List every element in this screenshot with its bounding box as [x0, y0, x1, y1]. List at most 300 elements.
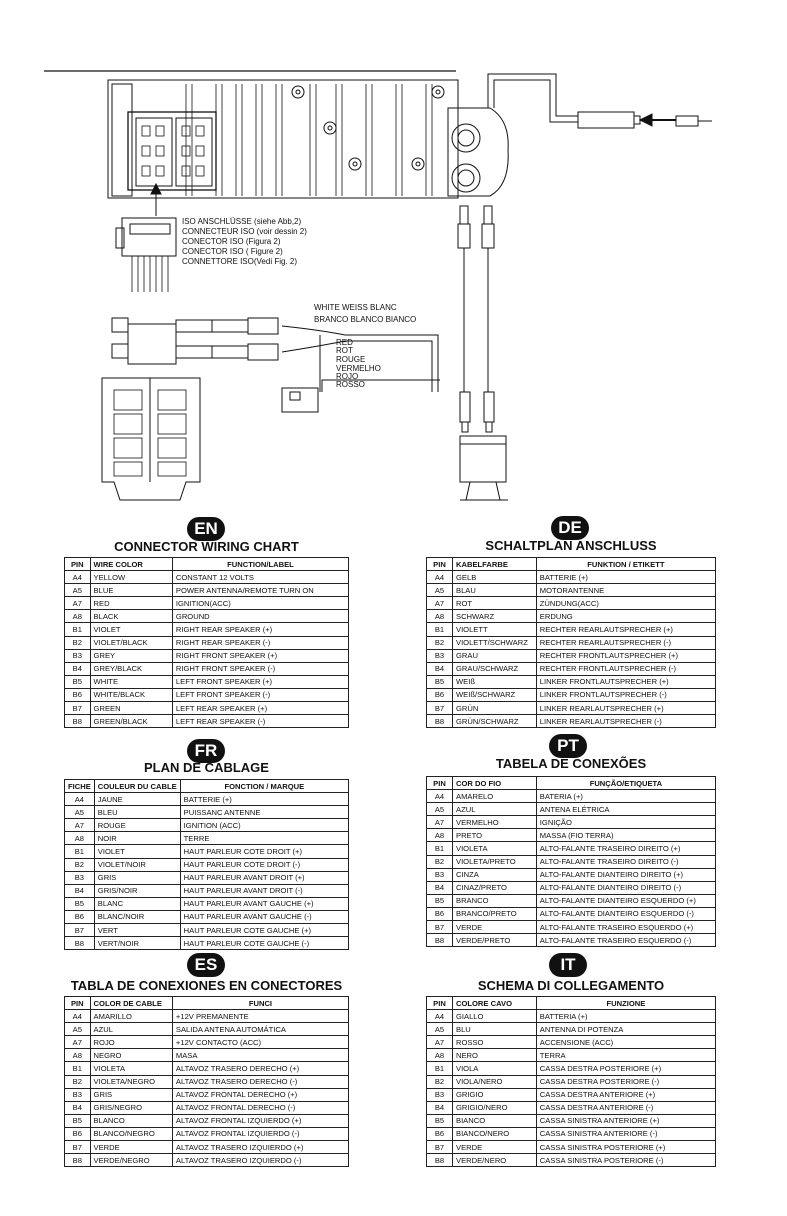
column-header: FUNKTION / ETIKETT [536, 558, 715, 571]
pin-cell: B1 [65, 845, 95, 858]
wire-color-cell: AZUL [453, 803, 537, 816]
red-label-pt: VERMELHO [336, 364, 381, 373]
table-pt [426, 776, 716, 947]
function-cell: MOTORANTENNE [536, 584, 715, 597]
wire-color-cell: VIOLA/NERO [453, 1075, 537, 1088]
function-cell: HAUT PARLEUR COTE DROIT (+) [180, 845, 348, 858]
pin-cell: B3 [65, 871, 95, 884]
iso-label-es: CONECTOR ISO (Figura 2) [182, 237, 281, 246]
title-fr: PLAN DE CABLAGE [144, 760, 269, 775]
wire-color-cell: VIOLA [453, 1062, 537, 1075]
pin-cell: B2 [427, 636, 453, 649]
wiring-diagram-drawing [0, 0, 787, 510]
function-cell: CASSA DESTRA ANTERIORE (+) [536, 1088, 715, 1101]
pin-cell: B4 [65, 662, 91, 675]
wire-color-cell: NEGRO [90, 1049, 172, 1062]
wire-color-cell: VIOLETA/PRETO [453, 855, 537, 868]
table-row [65, 597, 349, 610]
wire-color-cell: GREEN [90, 702, 172, 715]
function-cell: ALTO-FALANTE TRASEIRO ESQUERDO (+) [536, 921, 715, 934]
table-row [65, 1141, 349, 1154]
wire-color-cell: VIOLETT/SCHWARZ [453, 636, 537, 649]
pin-cell: B3 [65, 1088, 91, 1101]
pin-cell: B6 [65, 688, 91, 701]
white-label-2: BRANCO BLANCO BIANCO [314, 315, 417, 324]
table-row [65, 610, 349, 623]
function-cell: CASSA SINISTRA ANTERIORE (+) [536, 1114, 715, 1127]
column-header: PIN [427, 997, 453, 1010]
column-header: FUNÇÃO/ETIQUETA [536, 777, 715, 790]
pin-cell: A8 [427, 829, 453, 842]
table-row [427, 907, 716, 920]
wire-color-cell: BLANC [94, 897, 180, 910]
pin-cell: B5 [65, 897, 95, 910]
wire-color-cell: GELB [453, 571, 537, 584]
function-cell: ALTO-FALANTE DIANTEIRO DIREITO (-) [536, 881, 715, 894]
red-label-es: ROJO [336, 372, 359, 381]
table-row [427, 1023, 716, 1036]
wire-color-cell: BRANCO/PRETO [453, 907, 537, 920]
table-row [427, 1101, 716, 1114]
wire-color-cell: VERMELHO [453, 816, 537, 829]
table-row [427, 1036, 716, 1049]
wire-color-cell: VERDE/NEGRO [90, 1154, 172, 1167]
table-row [65, 623, 349, 636]
table-row [65, 1010, 349, 1023]
pin-cell: A4 [65, 1010, 91, 1023]
pin-cell: B8 [65, 1154, 91, 1167]
wire-color-cell: VIOLETA [90, 1062, 172, 1075]
wire-color-cell: ROUGE [94, 819, 180, 832]
badge-it: IT [549, 953, 587, 977]
function-cell: +12V PREMANENTE [172, 1010, 348, 1023]
rca-cables [458, 206, 508, 500]
function-cell: POWER ANTENNA/REMOTE TURN ON [172, 584, 348, 597]
column-header: FUNZIONE [536, 997, 715, 1010]
table-row [65, 649, 349, 662]
table-row [65, 571, 349, 584]
pin-cell: B4 [427, 1101, 453, 1114]
pin-cell: A4 [65, 793, 95, 806]
table-row [65, 1154, 349, 1167]
function-cell: RIGHT FRONT SPEAKER (-) [172, 662, 348, 675]
title-en: CONNECTOR WIRING CHART [114, 539, 299, 554]
wire-color-cell: AMARILLO [90, 1010, 172, 1023]
pin-cell: B3 [427, 868, 453, 881]
white-label-1: WHITE WEISS BLANC [314, 303, 397, 312]
pin-cell: B1 [65, 623, 91, 636]
table-it [426, 996, 716, 1167]
table-row [427, 803, 716, 816]
pin-cell: B8 [427, 1154, 453, 1167]
table-row [427, 571, 716, 584]
wire-color-cell: WHITE/BLACK [90, 688, 172, 701]
pin-cell: B1 [427, 623, 453, 636]
function-cell: ALTAVOZ FRONTAL IZQUIERDO (+) [172, 1114, 348, 1127]
table-header-row [427, 777, 716, 790]
title-pt: TABELA DE CONEXÕES [495, 756, 647, 771]
pin-cell: A5 [65, 584, 91, 597]
wire-color-cell: GRIGIO [453, 1088, 537, 1101]
column-header: FUNCI [172, 997, 348, 1010]
function-cell: BATTERIA (+) [536, 1010, 715, 1023]
pin-cell: B3 [65, 649, 91, 662]
column-header: WIRE COLOR [90, 558, 172, 571]
pin-cell: B5 [427, 894, 453, 907]
pin-cell: B2 [427, 1075, 453, 1088]
table-row [65, 819, 349, 832]
table-fr [64, 779, 349, 950]
wire-color-cell: BLANC/NOIR [94, 910, 180, 923]
wire-color-cell: GRÜN [453, 702, 537, 715]
table-row [427, 636, 716, 649]
function-cell: LINKER FRONTLAUTSPRECHER (-) [536, 688, 715, 701]
wire-color-cell: PRETO [453, 829, 537, 842]
table-row [65, 1127, 349, 1140]
table-row [427, 1127, 716, 1140]
function-cell: IGNIÇÃO [536, 816, 715, 829]
wire-color-cell: GRIS [90, 1088, 172, 1101]
table-row [65, 793, 349, 806]
pin-cell: B8 [65, 937, 95, 950]
table-row [427, 842, 716, 855]
function-cell: ALTO-FALANTE TRASEIRO DIREITO (+) [536, 842, 715, 855]
function-cell: RIGHT REAR SPEAKER (+) [172, 623, 348, 636]
function-cell: LEFT FRONT SPEAKER (+) [172, 675, 348, 688]
function-cell: ACCENSIONE (ACC) [536, 1036, 715, 1049]
table-row [427, 662, 716, 675]
pin-cell: A7 [65, 1036, 91, 1049]
badge-de: DE [551, 516, 589, 540]
pin-cell: A7 [65, 597, 91, 610]
antenna-cable [488, 74, 712, 128]
wire-color-cell: ROT [453, 597, 537, 610]
head-unit-chassis [108, 80, 508, 198]
function-cell: GROUND [172, 610, 348, 623]
function-cell: IGNITION(ACC) [172, 597, 348, 610]
table-row [427, 934, 716, 947]
iso-label-fr: CONNECTEUR ISO (voir dessin 2) [182, 227, 307, 236]
wire-color-cell: VERDE [453, 1141, 537, 1154]
function-cell: ANTENA ELÉTRICA [536, 803, 715, 816]
table-row [65, 636, 349, 649]
function-cell: CASSA SINISTRA POSTERIORE (-) [536, 1154, 715, 1167]
red-label-en: RED [336, 338, 353, 347]
table-header-row [427, 558, 716, 571]
pin-cell: A5 [427, 803, 453, 816]
function-cell: ALTO-FALANTE TRASEIRO DIREITO (-) [536, 855, 715, 868]
pin-cell: B5 [65, 675, 91, 688]
table-row [427, 881, 716, 894]
wire-color-cell: GRIS [94, 871, 180, 884]
table-row [65, 845, 349, 858]
column-header: COLOR DE CABLE [90, 997, 172, 1010]
function-cell: SALIDA ANTENA AUTOMÁTICA [172, 1023, 348, 1036]
wire-color-cell: GREEN/BLACK [90, 715, 172, 728]
table-row [427, 649, 716, 662]
table-row [65, 1088, 349, 1101]
table-row [65, 832, 349, 845]
table-row [427, 1049, 716, 1062]
function-cell: BATTERIE (+) [180, 793, 348, 806]
wire-color-cell: AZUL [90, 1023, 172, 1036]
wire-color-cell: WHITE [90, 675, 172, 688]
table-row [427, 1010, 716, 1023]
function-cell: ALTO-FALANTE TRASEIRO ESQUERDO (-) [536, 934, 715, 947]
wire-color-cell: WEIß/SCHWARZ [453, 688, 537, 701]
pin-cell: B7 [427, 921, 453, 934]
function-cell: LINKER REARLAUTSPRECHER (+) [536, 702, 715, 715]
function-cell: LEFT REAR SPEAKER (-) [172, 715, 348, 728]
table-row [65, 1023, 349, 1036]
table-row [427, 1154, 716, 1167]
table-row [427, 584, 716, 597]
function-cell: ALTAVOZ TRASERO IZQUIERDO (-) [172, 1154, 348, 1167]
iso-label-de: ISO ANSCHLÜSSE (siehe Abb,2) [182, 217, 302, 226]
wire-color-cell: BIANCO/NERO [453, 1127, 537, 1140]
wire-color-cell: VIOLET/NOIR [94, 858, 180, 871]
column-header: COLORE CAVO [453, 997, 537, 1010]
table-header-row [427, 997, 716, 1010]
table-row [427, 1114, 716, 1127]
wire-color-cell: VERDE [453, 921, 537, 934]
function-cell: ALTO-FALANTE DIANTEIRO DIREITO (+) [536, 868, 715, 881]
function-cell: LEFT FRONT SPEAKER (-) [172, 688, 348, 701]
table-row [427, 597, 716, 610]
table-row [427, 921, 716, 934]
wire-color-cell: BLEU [94, 806, 180, 819]
pin-cell: B5 [65, 1114, 91, 1127]
pin-cell: B4 [427, 881, 453, 894]
column-header: COULEUR DU CABLE [94, 780, 180, 793]
pin-cell: A8 [427, 610, 453, 623]
column-header: KABELFARBE [453, 558, 537, 571]
table-row [427, 623, 716, 636]
pin-cell: B8 [65, 715, 91, 728]
pin-cell: B6 [427, 907, 453, 920]
table-row [427, 790, 716, 803]
function-cell: ERDUNG [536, 610, 715, 623]
pin-cell: B2 [65, 858, 95, 871]
function-cell: PUISSANC ANTENNE [180, 806, 348, 819]
table-row [65, 702, 349, 715]
red-label-fr: ROUGE [336, 355, 366, 364]
table-row [65, 1101, 349, 1114]
column-header: FICHE [65, 780, 95, 793]
function-cell: TERRE [180, 832, 348, 845]
function-cell: LINKER FRONTLAUTSPRECHER (+) [536, 675, 715, 688]
pin-cell: B4 [65, 884, 95, 897]
wire-color-cell: VERDE/PRETO [453, 934, 537, 947]
pin-cell: A5 [427, 1023, 453, 1036]
column-header: COR DO FIO [453, 777, 537, 790]
function-cell: +12V CONTACTO (ACC) [172, 1036, 348, 1049]
title-es: TABLA DE CONEXIONES EN CONECTORES [70, 978, 343, 993]
table-row [65, 675, 349, 688]
function-cell: HAUT PARLEUR COTE GAUCHE (+) [180, 924, 348, 937]
pin-cell: A5 [427, 584, 453, 597]
wire-color-cell: VERDE/NERO [453, 1154, 537, 1167]
pin-cell: A4 [65, 571, 91, 584]
wire-color-cell: BRANCO [453, 894, 537, 907]
wire-color-cell: VIOLET/BLACK [90, 636, 172, 649]
table-en [64, 557, 349, 728]
wire-color-cell: VIOLETA/NEGRO [90, 1075, 172, 1088]
wire-color-cell: GRIGIO/NERO [453, 1101, 537, 1114]
wire-color-cell: BLANCO/NEGRO [90, 1127, 172, 1140]
wire-color-cell: BLANCO [90, 1114, 172, 1127]
function-cell: CASSA DESTRA POSTERIORE (-) [536, 1075, 715, 1088]
table-row [427, 829, 716, 842]
wire-color-cell: GRIS/NOIR [94, 884, 180, 897]
function-cell: HAUT PARLEUR AVANT GAUCHE (-) [180, 910, 348, 923]
column-header: PIN [65, 558, 91, 571]
function-cell: CASSA SINISTRA ANTERIORE (-) [536, 1127, 715, 1140]
table-row [65, 584, 349, 597]
badge-es: ES [187, 953, 225, 977]
table-row [65, 1036, 349, 1049]
pin-cell: B4 [427, 662, 453, 675]
pin-cell: A4 [427, 1010, 453, 1023]
table-row [65, 662, 349, 675]
column-header: FUNCTION/LABEL [172, 558, 348, 571]
wire-color-cell: GRAU [453, 649, 537, 662]
table-header-row [65, 558, 349, 571]
function-cell: ANTENNA DI POTENZA [536, 1023, 715, 1036]
pin-cell: B6 [427, 1127, 453, 1140]
function-cell: ZÜNDUNG(ACC) [536, 597, 715, 610]
function-cell: HAUT PARLEUR COTE DROIT (-) [180, 858, 348, 871]
column-header: PIN [65, 997, 91, 1010]
iso-plug-face [102, 378, 200, 500]
function-cell: RIGHT REAR SPEAKER (-) [172, 636, 348, 649]
function-cell: LEFT REAR SPEAKER (+) [172, 702, 348, 715]
table-row [427, 816, 716, 829]
pin-cell: B2 [427, 855, 453, 868]
table-es [64, 996, 349, 1167]
wire-color-cell: NOIR [94, 832, 180, 845]
wire-color-cell: VIOLETT [453, 623, 537, 636]
pin-cell: B2 [65, 1075, 91, 1088]
pin-cell: B1 [427, 842, 453, 855]
table-row [427, 702, 716, 715]
function-cell: HAUT PARLEUR AVANT DROIT (+) [180, 871, 348, 884]
table-row [65, 858, 349, 871]
column-header: PIN [427, 777, 453, 790]
wire-color-cell: YELLOW [90, 571, 172, 584]
pin-cell: B1 [427, 1062, 453, 1075]
wire-color-cell: GRIS/NEGRO [90, 1101, 172, 1114]
function-cell: RECHTER REARLAUTSPRECHER (-) [536, 636, 715, 649]
wire-color-cell: CINAZ/PRETO [453, 881, 537, 894]
wire-color-cell: BLUE [90, 584, 172, 597]
function-cell: IGNITION (ACC) [180, 819, 348, 832]
wire-color-cell: VIOLET [90, 623, 172, 636]
pin-cell: A8 [65, 832, 95, 845]
badge-en: EN [187, 517, 225, 541]
pin-cell: A5 [65, 806, 95, 819]
wire-color-cell: ROJO [90, 1036, 172, 1049]
table-row [65, 924, 349, 937]
wire-color-cell: CINZA [453, 868, 537, 881]
table-de [426, 557, 716, 728]
pin-cell: A8 [65, 610, 91, 623]
table-row [427, 868, 716, 881]
pin-cell: B3 [427, 649, 453, 662]
table-row [427, 1062, 716, 1075]
pin-cell: A8 [65, 1049, 91, 1062]
pin-cell: B7 [65, 702, 91, 715]
wire-color-cell: VIOLET [94, 845, 180, 858]
table-row [65, 688, 349, 701]
table-row [65, 806, 349, 819]
pin-cell: B7 [427, 702, 453, 715]
pin-cell: B8 [427, 715, 453, 728]
column-header: FONCTION / MARQUE [180, 780, 348, 793]
wire-color-cell: SCHWARZ [453, 610, 537, 623]
function-cell: RECHTER REARLAUTSPRECHER (+) [536, 623, 715, 636]
table-row [65, 884, 349, 897]
table-row [427, 1141, 716, 1154]
wire-color-cell: JAUNE [94, 793, 180, 806]
pin-cell: B2 [65, 636, 91, 649]
function-cell: HAUT PARLEUR AVANT GAUCHE (+) [180, 897, 348, 910]
function-cell: ALTAVOZ FRONTAL IZQUIERDO (-) [172, 1127, 348, 1140]
pin-cell: B7 [427, 1141, 453, 1154]
wire-color-cell: NERO [453, 1049, 537, 1062]
function-cell: MASA [172, 1049, 348, 1062]
pin-cell: A8 [427, 1049, 453, 1062]
wire-color-cell: GRÜN/SCHWARZ [453, 715, 537, 728]
table-row [427, 1075, 716, 1088]
pin-cell: A7 [427, 1036, 453, 1049]
pin-cell: A5 [65, 1023, 91, 1036]
function-cell: ALTAVOZ TRASERO IZQUIERDO (+) [172, 1141, 348, 1154]
pin-cell: B6 [65, 1127, 91, 1140]
wire-color-cell: ROSSO [453, 1036, 537, 1049]
red-label-it: ROSSO [336, 380, 365, 389]
function-cell: RIGHT FRONT SPEAKER (+) [172, 649, 348, 662]
wire-color-cell: WEIß [453, 675, 537, 688]
wire-color-cell: VERT [94, 924, 180, 937]
table-row [65, 1049, 349, 1062]
function-cell: HAUT PARLEUR AVANT DROIT (-) [180, 884, 348, 897]
iso-label-pt: CONECTOR ISO ( Figure 2) [182, 247, 283, 256]
wire-color-cell: GRAU/SCHWARZ [453, 662, 537, 675]
table-row [65, 897, 349, 910]
table-row [65, 937, 349, 950]
iso-plug-drawing [116, 218, 176, 292]
wire-color-cell: RED [90, 597, 172, 610]
badge-pt: PT [549, 734, 587, 758]
wire-color-cell: VERDE [90, 1141, 172, 1154]
red-label-de: ROT [336, 346, 353, 355]
table-header-row [65, 780, 349, 793]
table-header-row [65, 997, 349, 1010]
column-header: PIN [427, 558, 453, 571]
function-cell: ALTAVOZ TRASERO DERECHO (-) [172, 1075, 348, 1088]
wiring-diagram [0, 0, 787, 510]
table-row [65, 910, 349, 923]
wire-color-cell: GREY/BLACK [90, 662, 172, 675]
function-cell: LINKER REARLAUTSPRECHER (-) [536, 715, 715, 728]
pin-cell: B5 [427, 1114, 453, 1127]
function-cell: RECHTER FRONTLAUTSPRECHER (-) [536, 662, 715, 675]
line-out-harness [112, 318, 440, 412]
function-cell: ALTO-FALANTE DIANTEIRO ESQUERDO (-) [536, 907, 715, 920]
title-it: SCHEMA DI COLLEGAMENTO [477, 978, 665, 993]
wire-color-cell: BLU [453, 1023, 537, 1036]
